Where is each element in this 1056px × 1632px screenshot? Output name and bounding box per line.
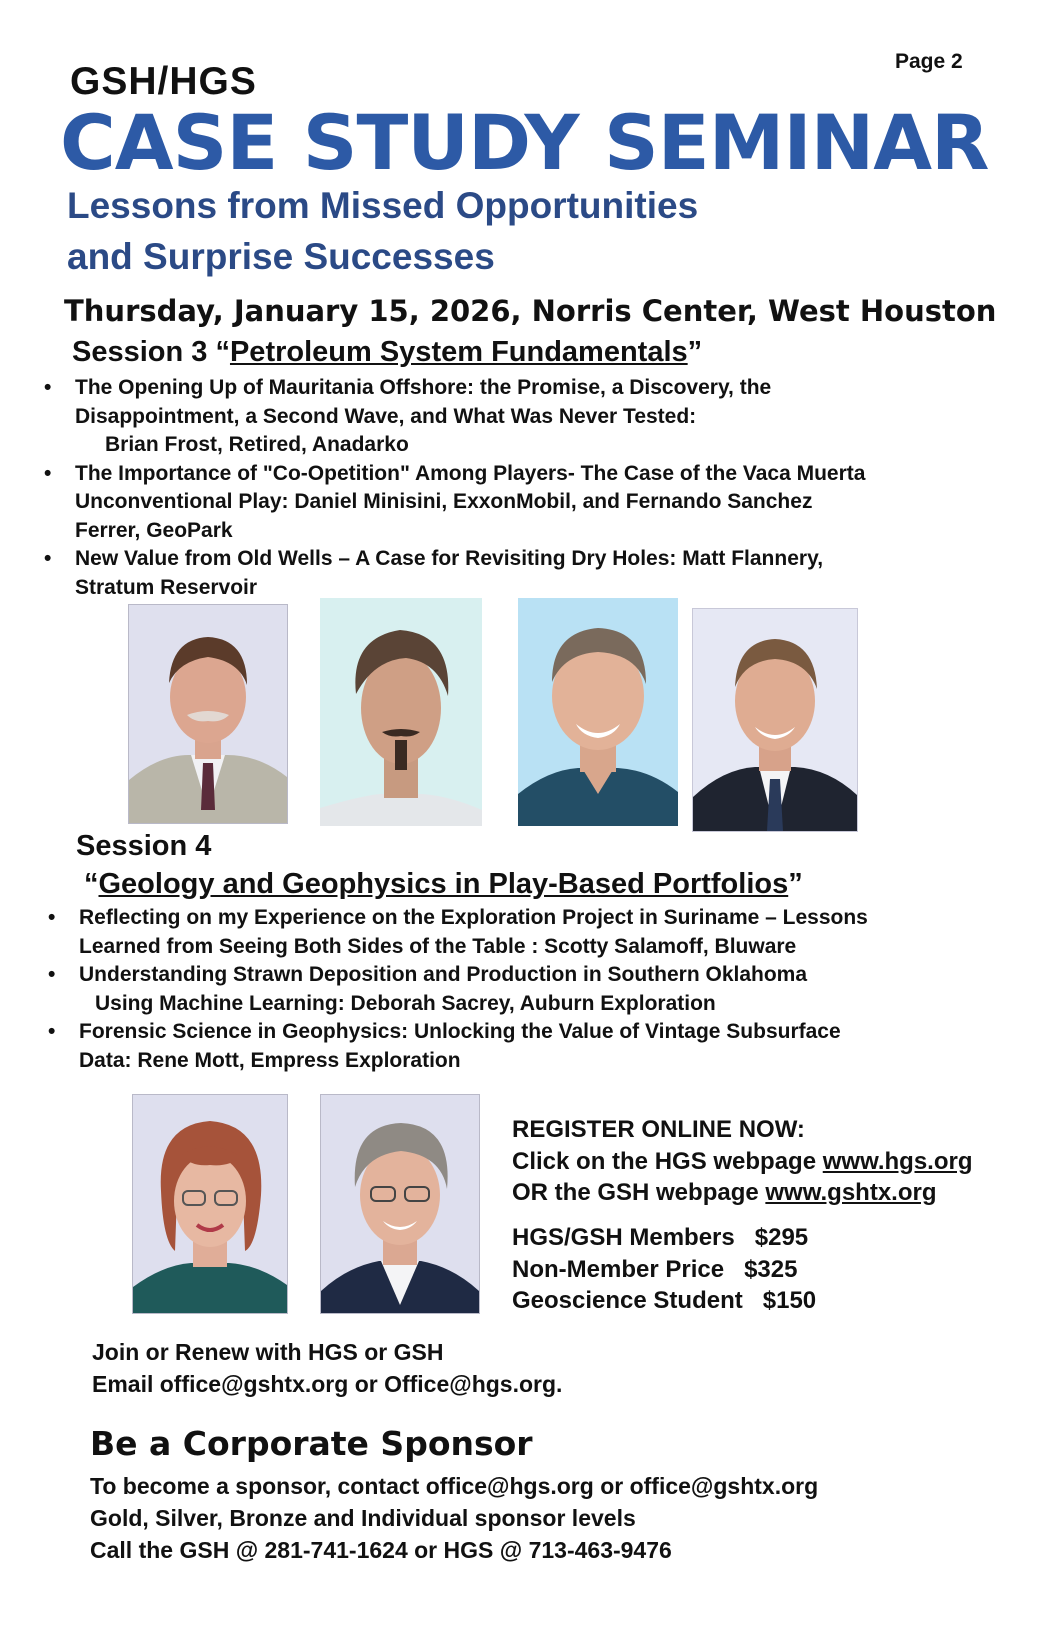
list-item: • New Value from Old Wells – A Case for Revisiting Dry Holes: Matt Flannery, Stratum Reservoir (44, 545, 1004, 602)
price-value: $150 (762, 1287, 817, 1314)
list-item: • Reflecting on my Experience on the Exploration Project in Suriname – Lessons Learned from Seeing Both Sides of the Table : Scotty Salamoff, Bluware (48, 904, 1008, 961)
sponsor-phone-line: Call the GSH @ 281-741-1624 or HGS @ 713-463-9476 (90, 1537, 672, 1563)
session-4-name: Geology and Geophysics in Play-Based Portfolios (98, 868, 789, 900)
price-row (512, 1222, 816, 1254)
session-4-suffix: ” (788, 868, 803, 900)
talk-line: Using Machine Learning: Deborah Sacrey, Auburn Exploration (95, 991, 716, 1015)
page-title: CASE STUDY SEMINAR (60, 98, 989, 187)
sponsor-heading: Be a Corporate Sponsor (90, 1424, 533, 1463)
subtitle-line-1: Lessons from Missed Opportunities (67, 185, 699, 226)
price-row (512, 1285, 816, 1317)
session-3-talks (44, 374, 1004, 602)
join-email-line: Email office@gshtx.org or Office@hgs.org. (92, 1371, 563, 1397)
session-3-name: Petroleum System Fundamentals (229, 336, 688, 368)
talk-line: Ferrer, GeoPark (75, 518, 233, 542)
sponsor-info (90, 1470, 818, 1566)
session-3-suffix: ” (687, 336, 703, 368)
price-list (512, 1222, 816, 1317)
talk-line: The Opening Up of Mauritania Offshore: the Promise, a Discovery, the (75, 376, 772, 399)
list-item: • Understanding Strawn Deposition and Production in Southern Oklahoma Using Machine Learning: Deborah Sacrey, Auburn Exploration (48, 961, 1008, 1018)
price-label: HGS/GSH Members (512, 1224, 735, 1251)
talk-speaker: Brian Frost, Retired, Anadarko (105, 433, 409, 456)
list-item: • The Opening Up of Mauritania Offshore: the Promise, a Discovery, the Disappointment, a Second Wave, and What Was Never Tested: Brian Frost, Retired, Anadarko (44, 374, 1004, 460)
list-item: • The Importance of "Co-Opetition" Among Players- The Case of the Vaca Muerta Unconventional Play: Daniel Minisini, ExxonMobil, and Fernando Sanchez Ferrer, GeoPark (44, 460, 1004, 546)
talk-line: Learned from Seeing Both Sides of the Table : Scotty Salamoff, Bluware (79, 934, 797, 958)
talk-line: Stratum Reservoir (75, 575, 258, 599)
price-row (512, 1254, 816, 1286)
session-3-prefix: Session 3 “ (72, 336, 230, 368)
event-date-location: Thursday, January 15, 2026, Norris Center, West Houston (64, 294, 997, 328)
speaker-photo-fernando-sanchez (518, 598, 678, 826)
talk-line: Forensic Science in Geophysics: Unlocking the Value of Vintage Subsurface (79, 1020, 841, 1043)
speaker-photo-rene-mott (320, 1094, 480, 1314)
session-3-title (72, 336, 702, 369)
registration-block (512, 1114, 973, 1209)
speaker-photo-daniel-minisini (320, 598, 482, 826)
subtitle (67, 180, 698, 282)
session-4-prefix: “ (84, 868, 99, 900)
speaker-photo-deborah-sacrey (132, 1094, 288, 1314)
talk-line: Reflecting on my Experience on the Exploration Project in Suriname – Lessons (79, 906, 868, 929)
org-heading: GSH/HGS (70, 60, 257, 103)
talk-line: New Value from Old Wells – A Case for Revisiting Dry Holes: Matt Flannery, (75, 547, 824, 570)
register-hgs-text: Click on the HGS webpage (512, 1147, 823, 1175)
register-gsh-text: OR the GSH webpage (512, 1179, 766, 1206)
session-4-talks (48, 904, 1008, 1075)
session-4-title (84, 868, 803, 901)
price-value: $325 (744, 1255, 798, 1283)
membership-block (92, 1336, 562, 1400)
page-number: Page 2 (895, 50, 963, 73)
talk-line: Disappointment, a Second Wave, and What Was Never Tested: (75, 404, 697, 428)
session-4-label: Session 4 (76, 830, 212, 862)
subtitle-line-2: and Surprise Successes (67, 236, 495, 277)
speaker-photo-brian-frost (128, 604, 288, 824)
join-line: Join or Renew with HGS or GSH (92, 1339, 444, 1365)
register-heading: REGISTER ONLINE NOW: (512, 1116, 805, 1143)
talk-line: Understanding Strawn Deposition and Production in Southern Oklahoma (79, 963, 808, 986)
price-value: $295 (754, 1224, 809, 1251)
talk-line: The Importance of "Co-Opetition" Among Players- The Case of the Vaca Muerta (75, 461, 866, 485)
talk-line: Unconventional Play: Daniel Minisini, ExxonMobil, and Fernando Sanchez (75, 490, 813, 513)
list-item: • Forensic Science in Geophysics: Unlocking the Value of Vintage Subsurface Data: Rene Mott, Empress Exploration (48, 1018, 1008, 1075)
sponsor-contact-line: To become a sponsor, contact office@hgs.org or office@gshtx.org (90, 1473, 819, 1499)
price-label: Geoscience Student (512, 1287, 743, 1314)
speaker-photo-matt-flannery (692, 608, 858, 832)
sponsor-levels-line: Gold, Silver, Bronze and Individual sponsor levels (90, 1505, 636, 1531)
price-label: Non-Member Price (512, 1255, 725, 1283)
hgs-website-link[interactable]: www.hgs.org (822, 1147, 973, 1175)
gsh-website-link[interactable]: www.gshtx.org (765, 1179, 937, 1206)
talk-line: Data: Rene Mott, Empress Exploration (79, 1048, 461, 1072)
